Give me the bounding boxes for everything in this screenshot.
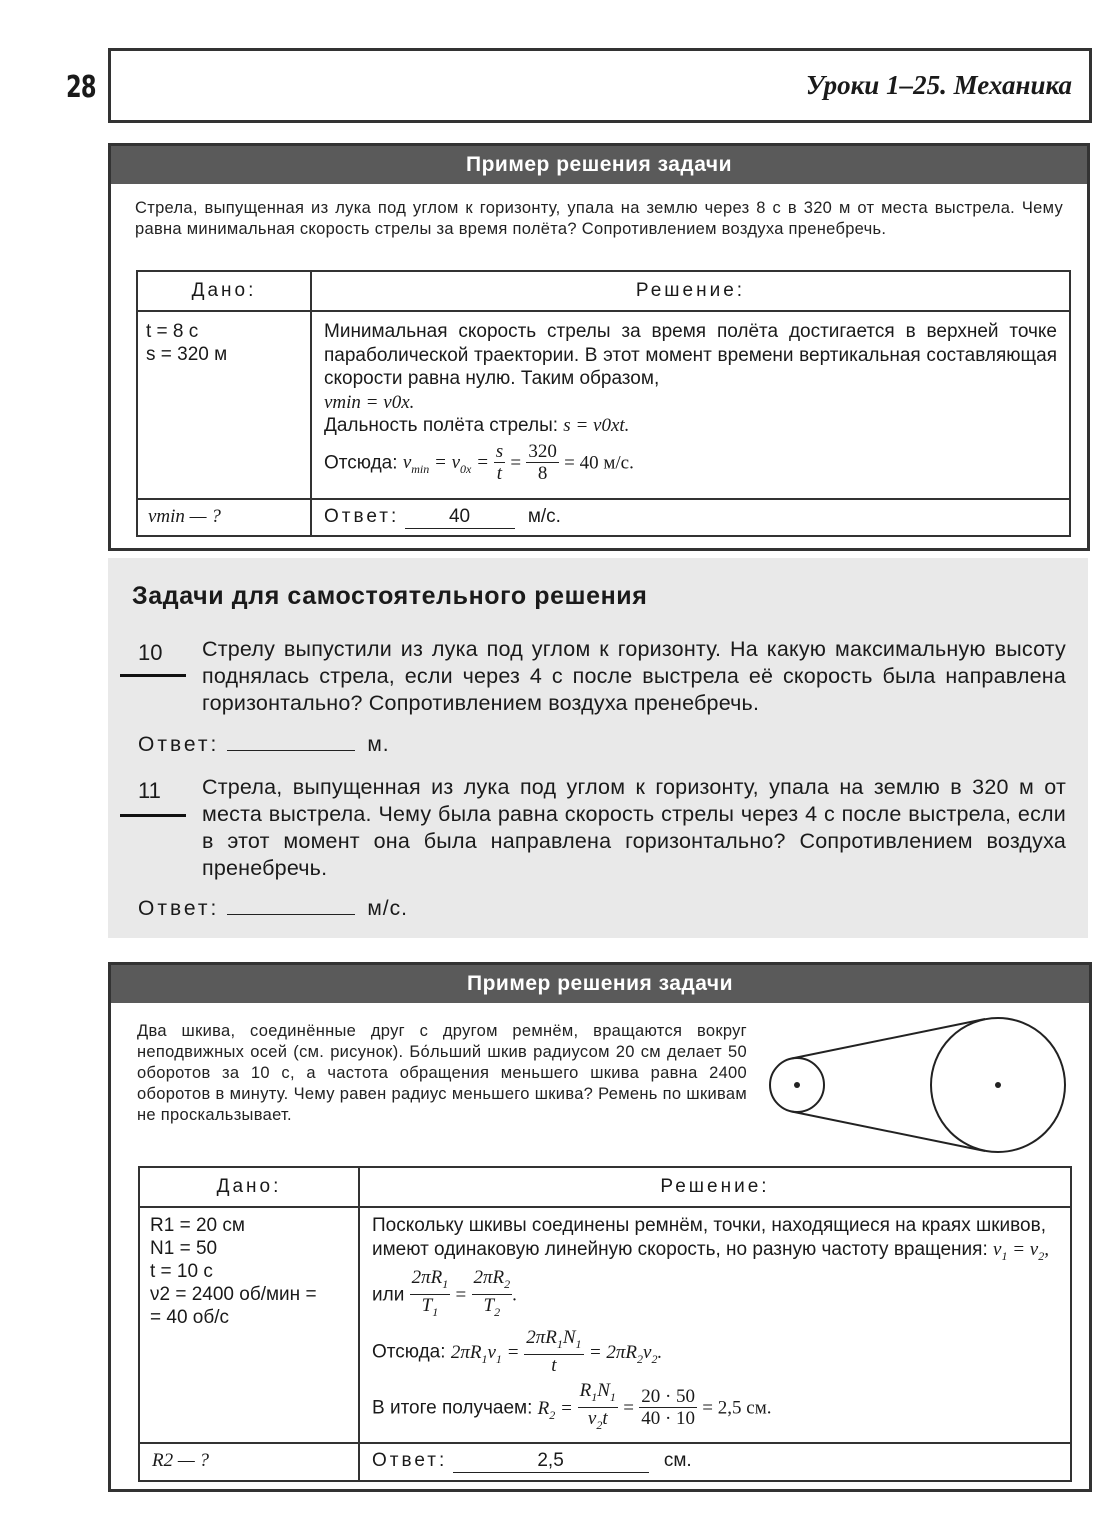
- task-marker: [120, 814, 186, 817]
- hence-label: Отсюда:: [372, 1341, 446, 1363]
- given-header: Дано:: [137, 271, 311, 311]
- hence-line: Отсюда: $2\pi R_1\nu_1$ = $\frac{2\pi R_1N_1}{t}$ = $2\pi R_2\nu_2$.: [372, 1327, 663, 1377]
- answer-label: Ответ:: [372, 1450, 448, 1472]
- task-answer: [138, 896, 408, 921]
- solution-text: Минимальная скорость стрелы за время полёта достигается в верхней точке параболической траектории. В этот момент времени вертикальная составляющая скорости равна нулю. Таким образом,: [324, 321, 1057, 389]
- given-cell: [139, 1207, 359, 1443]
- belt-bottom: [791, 1111, 985, 1151]
- fraction-2piR1N1-t: $\frac{2\pi R_1N_1}{t}$: [526, 1327, 582, 1377]
- equation-vmin: vmin = v0x.: [324, 391, 415, 413]
- given-line: ν2 = 2400 об/мин =: [150, 1284, 317, 1305]
- given-line: t = 8 с: [146, 321, 199, 342]
- answer-label: Ответ:: [324, 506, 400, 527]
- pulleys-figure: [763, 1005, 1073, 1155]
- result-value: = 2,5 см.: [702, 1397, 772, 1419]
- solution-header: Решение:: [311, 271, 1070, 311]
- given-line: = 40 об/с: [150, 1307, 230, 1328]
- task-answer: [138, 732, 390, 757]
- answer-value: 40: [405, 506, 515, 529]
- hence-line: Отсюда: $v_{min} = v_{0x}$ = $\frac{s}{t}$ = $\frac{320}{8}$ = 40 м/с.: [324, 440, 634, 484]
- page-title: Уроки 1–25. Механика: [805, 70, 1072, 100]
- page-number: 28: [66, 70, 96, 105]
- answer-unit: м/с.: [367, 897, 408, 920]
- answer-cell: [311, 499, 1070, 536]
- task-number: 11: [138, 778, 161, 803]
- given-header: Дано:: [139, 1167, 359, 1207]
- answer-unit: м/с.: [527, 506, 561, 527]
- tasks-section: [108, 558, 1088, 938]
- answer-input[interactable]: [227, 896, 355, 915]
- given-cell: [137, 311, 311, 499]
- large-axis: [995, 1082, 1001, 1088]
- given-line: N1 = 50: [150, 1238, 218, 1259]
- answer-label: Ответ:: [138, 733, 220, 756]
- solution-header: Решение:: [359, 1167, 1071, 1207]
- task-text: Стрелу выпустили из лука под углом к горизонту. На какую максимальную высоту поднялась стрела, если через 4 с после выстрела её скорость была направлена горизонтально? Сопротивлением воздуха пренебречь.: [202, 637, 1066, 715]
- find-cell: R2 — ?: [139, 1443, 359, 1481]
- task-text: Стрела, выпущенная из лука под углом к горизонту, упала на землю в 320 м от места выстрела. Чему была равна скорость стрелы через 4 с после выстрела, если в этот момент она была направлена горизонтально? Сопротивлением воздуха пренебречь.: [202, 775, 1066, 880]
- solution-cell: [311, 311, 1070, 499]
- given-line: s = 320 м: [146, 344, 228, 365]
- find-cell: vmin — ?: [137, 499, 311, 536]
- fraction-s-over-t: $\frac{s}{t}$: [495, 440, 504, 484]
- range-equation: s = v0xt.: [563, 415, 630, 436]
- example-problem: Два шкива, соединённые друг с другом ремнём, вращаются вокруг неподвижных осей (см. рисунок). Бо́льший шкив радиусом 20 см делает 50 оборотов за 10 с, а частота обращения меньшего шкива равна 2400 оборотов в минуту. Чему равен радиус меньшего шкива? Ремень по шкивам не проскальзывает.: [137, 1022, 747, 1124]
- hence-label: Отсюда:: [324, 452, 398, 474]
- header-divider: [108, 120, 1092, 123]
- solution-cell: Поскольку шкивы соединены ремнём, точки, находящиеся на краях шкивов, имеют одинаковую линейную скорость, но разную частоту вращения: $v_1 = v_2$, или $\frac{2\pi R_1}{T_1}$ = $\frac{2\pi R_2}{T_2}$ . Отсюда: $2\pi R_1\nu_1$ = $\frac{2\pi R_1N_1}{t}$ = $2\pi R_2\nu_2$. В итоге получаем: $R_2$ = $\frac{R_1N_1}{\nu_2t}$ = $\frac{20 \cdot 50}{40 \cdot 10}$ = 2,5 см.: [359, 1207, 1071, 1443]
- range-label: Дальность полёта стрелы:: [324, 415, 559, 436]
- answer-unit: м.: [367, 733, 390, 756]
- formula-lhs: $v_{min} = v_{0x}$ =: [402, 452, 494, 476]
- result-line: В итоге получаем: $R_2$ = $\frac{R_1N_1}{\nu_2t}$ = $\frac{20 \cdot 50}{40 \cdot 10}$ = 2,5 см.: [372, 1381, 1058, 1436]
- solution-table-1: [136, 270, 1071, 537]
- example-heading: Пример решения задачи: [111, 965, 1089, 1003]
- fraction-numeric: $\frac{20 \cdot 50}{40 \cdot 10}$: [641, 1385, 696, 1429]
- fraction-320-over-8: $\frac{320}{8}$: [528, 440, 557, 484]
- belt-top: [791, 1019, 985, 1059]
- answer-input[interactable]: [227, 732, 355, 751]
- answer-cell: [359, 1443, 1071, 1481]
- result-label: В итоге получаем:: [372, 1397, 533, 1419]
- answer-value: 2,5: [453, 1450, 649, 1473]
- given-line: t = 10 с: [150, 1261, 213, 1282]
- task-number: 10: [138, 640, 163, 665]
- small-axis: [794, 1082, 800, 1088]
- example-problem: Стрела, выпущенная из лука под углом к горизонту, упала на землю через 8 с в 320 м от места выстрела. Чему равна минимальная скорость стрелы за время полёта? Сопротивлением воздуха пренебречь.: [135, 199, 1063, 238]
- solution-text: Поскольку шкивы соединены ремнём, точки, находящиеся на краях шкивов, имеют одинаковую линейную скорость, но разную частоту вращения:: [372, 1215, 1046, 1260]
- answer-unit: см.: [663, 1450, 692, 1472]
- given-line: R1 = 20 см: [150, 1215, 245, 1236]
- tasks-title: Задачи для самостоятельного решения: [132, 582, 648, 610]
- fraction-2piR2-T2: $\frac{2\pi R_2}{T_2}$: [473, 1266, 511, 1319]
- equation-v1-v2: $v_1 = v_2$,: [993, 1239, 1049, 1263]
- range-line: [324, 414, 1057, 438]
- solution-table-2: [138, 1166, 1072, 1482]
- answer-label: Ответ:: [138, 897, 220, 920]
- formula-result: = 40 м/с.: [564, 452, 634, 474]
- example-heading: Пример решения задачи: [111, 146, 1087, 184]
- fraction-R1N1-v2t: $\frac{R_1N_1}{\nu_2t}$: [579, 1380, 616, 1432]
- fraction-2piR1-T1: $\frac{2\pi R_1}{T_1}$: [411, 1266, 449, 1319]
- or-label: или: [372, 1284, 405, 1306]
- task-marker: [120, 674, 186, 677]
